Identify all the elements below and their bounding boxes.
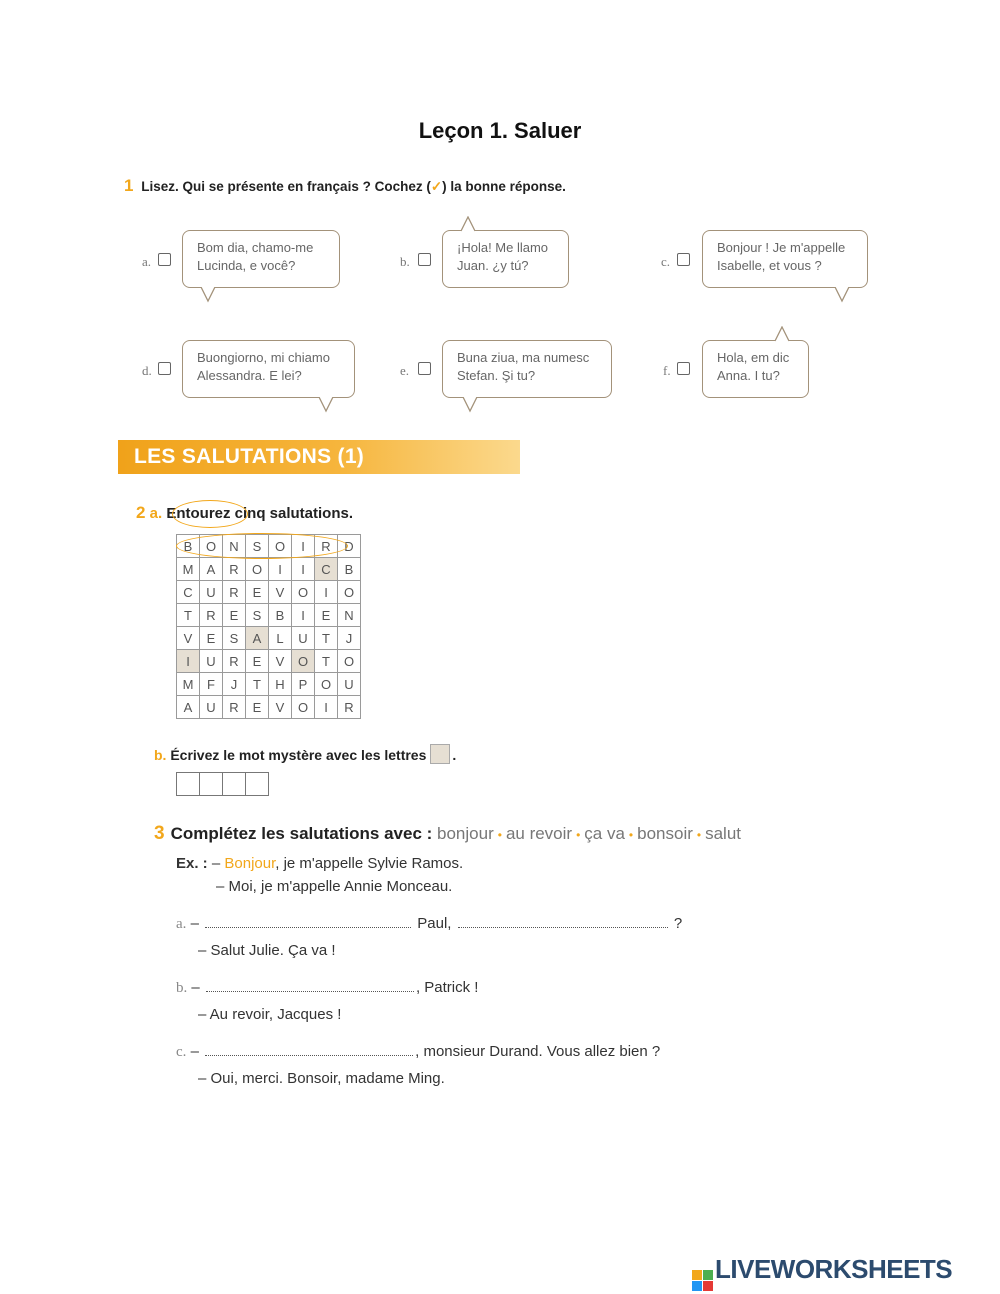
bubble-tail-icon — [318, 397, 338, 413]
grid-cell[interactable]: V — [269, 581, 292, 604]
grid-cell[interactable]: D — [338, 535, 361, 558]
grid-cell[interactable]: R — [200, 604, 223, 627]
blank-input[interactable] — [205, 1041, 413, 1056]
grid-cell[interactable]: N — [223, 535, 246, 558]
grid-cell[interactable]: O — [292, 650, 315, 673]
grid-row — [177, 627, 361, 650]
word-bank-item: salut — [705, 824, 742, 843]
grid-row — [177, 650, 361, 673]
logo-icon — [692, 1270, 713, 1291]
mystery-letter-box[interactable] — [245, 772, 269, 796]
option-d-label: d. — [142, 363, 152, 378]
option-e-checkbox[interactable] — [418, 362, 431, 375]
example-reply: – Moi, je m'appelle Annie Monceau. — [216, 878, 453, 895]
section-banner: LES SALUTATIONS (1) — [118, 440, 520, 474]
speech-bubble-a: Bom dia, chamo-me Lucinda, e você? — [182, 230, 340, 288]
grid-cell[interactable]: O — [200, 535, 223, 558]
grid-cell[interactable]: T — [315, 627, 338, 650]
grid-cell[interactable]: J — [338, 627, 361, 650]
grid-cell[interactable]: O — [246, 558, 269, 581]
option-b-checkbox[interactable] — [418, 253, 431, 266]
grid-cell[interactable]: E — [315, 604, 338, 627]
grid-cell[interactable]: A — [177, 696, 200, 719]
item-a: a. – Paul, ? — [176, 915, 683, 932]
reply-b: – Au revoir, Jacques ! — [198, 1006, 342, 1023]
grid-cell[interactable]: R — [338, 696, 361, 719]
grid-cell[interactable]: U — [200, 581, 223, 604]
option-a-checkbox[interactable] — [158, 253, 171, 266]
grid-cell[interactable]: I — [315, 696, 338, 719]
grid-cell[interactable]: O — [315, 673, 338, 696]
speech-bubble-b: ¡Hola! Me llamo Juan. ¿y tú? — [442, 230, 569, 288]
grid-cell[interactable]: I — [292, 535, 315, 558]
grid-cell[interactable]: S — [246, 604, 269, 627]
grid-cell[interactable]: B — [269, 604, 292, 627]
bubble-tail-icon — [460, 216, 480, 232]
option-c-label: c. — [661, 254, 671, 269]
option-d-checkbox[interactable] — [158, 362, 171, 375]
grid-cell[interactable]: I — [292, 558, 315, 581]
grid-cell[interactable]: A — [246, 627, 269, 650]
exercise-2b-instruction: b. Écrivez le mot mystère avec les lettres . — [154, 744, 456, 764]
example-line: Ex. : – Bonjour, je m'appelle Sylvie Ramos. — [176, 855, 464, 872]
exercise-1-instruction: 1 Lisez. Qui se présente en français ? Cochez (✓) la bonne réponse. — [124, 176, 566, 195]
blank-input[interactable] — [205, 913, 411, 928]
mystery-letter-swatch — [430, 744, 450, 764]
page-title: Leçon 1. Saluer — [418, 118, 582, 143]
grid-row — [177, 673, 361, 696]
word-bank-item: au revoir — [505, 824, 573, 843]
reply-a: – Salut Julie. Ça va ! — [198, 942, 336, 959]
word-bank-item: bonjour — [437, 824, 494, 843]
grid-cell[interactable]: R — [223, 696, 246, 719]
option-a-label: a. — [142, 254, 152, 269]
grid-cell[interactable]: R — [223, 581, 246, 604]
grid-cell[interactable]: F — [200, 673, 223, 696]
grid-row — [177, 581, 361, 604]
mystery-word-boxes — [176, 772, 268, 796]
word-search-grid — [176, 534, 361, 719]
grid-cell[interactable]: V — [177, 627, 200, 650]
speech-bubble-f: Hola, em dic Anna. I tu? — [702, 340, 809, 398]
speech-bubble-d: Buongiorno, mi chiamo Alessandra. E lei? — [182, 340, 355, 398]
item-b: b. – , Patrick ! — [176, 979, 479, 996]
exercise-3-number: 3 — [154, 823, 165, 844]
option-c-checkbox[interactable] — [677, 253, 690, 266]
grid-cell[interactable]: E — [223, 604, 246, 627]
grid-cell[interactable]: U — [200, 696, 223, 719]
grid-cell[interactable]: T — [246, 673, 269, 696]
grid-cell[interactable]: T — [315, 650, 338, 673]
grid-cell[interactable]: O — [292, 696, 315, 719]
grid-cell[interactable]: U — [338, 673, 361, 696]
grid-cell[interactable]: S — [223, 627, 246, 650]
word-bank-item: bonsoir — [637, 824, 693, 843]
grid-cell[interactable]: R — [223, 650, 246, 673]
grid-cell[interactable]: E — [246, 696, 269, 719]
grid-row — [177, 535, 361, 558]
option-f-label: f. — [663, 363, 671, 378]
grid-row — [177, 558, 361, 581]
option-b-label: b. — [400, 254, 410, 269]
speech-bubble-e: Buna ziua, ma numesc Stefan. Şi tu? — [442, 340, 612, 398]
reply-c: – Oui, merci. Bonsoir, madame Ming. — [198, 1070, 445, 1087]
grid-cell[interactable]: M — [177, 558, 200, 581]
grid-cell[interactable]: R — [315, 535, 338, 558]
liveworksheets-logo: LIVEWORKSHEETS — [692, 1254, 952, 1291]
grid-cell[interactable]: O — [269, 535, 292, 558]
grid-cell[interactable]: C — [315, 558, 338, 581]
exercise-3-instruction: 3 Complétez les salutations avec : bonjour • au revoir • ça va • bonsoir • salut — [154, 823, 742, 844]
grid-cell[interactable]: O — [338, 650, 361, 673]
bubble-tail-icon — [774, 326, 794, 342]
grid-cell[interactable]: V — [269, 650, 292, 673]
grid-cell[interactable]: N — [338, 604, 361, 627]
blank-input[interactable] — [458, 913, 668, 928]
checkmark-icon: ✓ — [430, 179, 443, 194]
grid-cell[interactable]: I — [177, 650, 200, 673]
grid-cell[interactable]: S — [246, 535, 269, 558]
grid-cell[interactable]: B — [177, 535, 200, 558]
grid-cell[interactable]: B — [338, 558, 361, 581]
grid-cell[interactable]: U — [200, 650, 223, 673]
grid-row — [177, 696, 361, 719]
grid-cell[interactable]: E — [246, 581, 269, 604]
grid-cell[interactable]: P — [292, 673, 315, 696]
grid-cell[interactable]: U — [292, 627, 315, 650]
grid-cell[interactable]: H — [269, 673, 292, 696]
mystery-letter-box[interactable] — [176, 772, 200, 796]
grid-cell[interactable]: E — [200, 627, 223, 650]
grid-cell[interactable]: I — [269, 558, 292, 581]
option-f-checkbox[interactable] — [677, 362, 690, 375]
grid-cell[interactable]: O — [292, 581, 315, 604]
mystery-letter-box[interactable] — [222, 772, 246, 796]
mystery-letter-box[interactable] — [199, 772, 223, 796]
item-c: c. – , monsieur Durand. Vous allez bien ? — [176, 1043, 661, 1060]
word-bank-item: ça va — [584, 824, 625, 843]
grid-cell[interactable]: C — [177, 581, 200, 604]
bubble-tail-icon — [462, 397, 482, 413]
grid-cell[interactable]: I — [315, 581, 338, 604]
speech-bubble-c: Bonjour ! Je m'appelle Isabelle, et vous ? — [702, 230, 868, 288]
grid-cell[interactable]: T — [177, 604, 200, 627]
grid-row — [177, 604, 361, 627]
exercise-1-number: 1 — [124, 176, 134, 195]
grid-cell[interactable]: M — [177, 673, 200, 696]
exercise-2-number: 2 — [136, 503, 146, 522]
bubble-tail-icon — [200, 287, 220, 303]
blank-input[interactable] — [206, 977, 414, 992]
grid-cell[interactable]: O — [338, 581, 361, 604]
grid-cell[interactable]: I — [292, 604, 315, 627]
grid-cell[interactable]: A — [200, 558, 223, 581]
grid-cell[interactable]: J — [223, 673, 246, 696]
bubble-tail-icon — [834, 287, 854, 303]
grid-cell[interactable]: V — [269, 696, 292, 719]
grid-cell[interactable]: L — [269, 627, 292, 650]
grid-cell[interactable]: R — [223, 558, 246, 581]
option-e-label: e. — [400, 363, 410, 378]
exercise-2a-instruction: 2 a. Entourez cinq salutations. — [136, 503, 354, 522]
grid-cell[interactable]: E — [246, 650, 269, 673]
